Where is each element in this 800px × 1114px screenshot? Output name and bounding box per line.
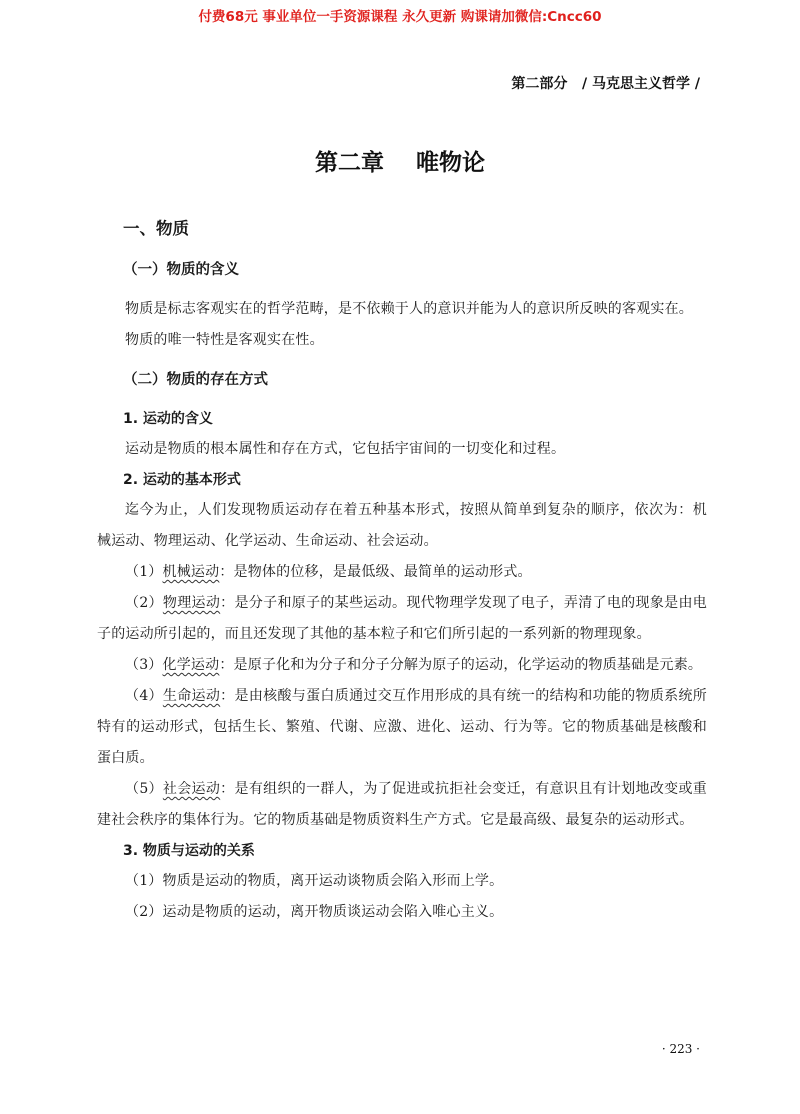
section-heading-matter: 一、物质 (123, 219, 189, 238)
motion-form-term: 机械运动 (162, 564, 220, 580)
page-number: · 223 · (661, 1042, 700, 1056)
item-heading-matter-motion-relation: 3. 物质与运动的关系 (123, 843, 255, 859)
subsection-heading-existence: （二）物质的存在方式 (123, 372, 268, 388)
motion-form-item (97, 650, 707, 681)
motion-form-term: 社会运动 (162, 781, 221, 797)
motion-form-number: （2） (125, 595, 163, 611)
subsection-heading-meaning: （一）物质的含义 (123, 262, 239, 278)
paragraph-matter-definition: 物质是标志客观实在的哲学范畴，是不依赖于人的意识并能为人的意识所反映的客观实在。 (125, 301, 693, 317)
motion-form-description: ：是有组织的一群人，为了促进或抗拒社会变迁，有意识且有计划地改变或重建社会秩序的集体行为。它的物质基础是物质资料生产方式。它是最高级、最复杂的运动形式。 (97, 781, 707, 828)
page-body (97, 212, 707, 928)
motion-form-description: ：是物体的位移，是最低级、最简单的运动形式。 (219, 564, 532, 580)
motion-form-description: ：是由核酸与蛋白质通过交互作用形成的具有统一的结构和功能的物质系统所特有的运动形式，包括生长、繁殖、代谢、应激、进化、运动、行为等。它的物质基础是核酸和蛋白质。 (97, 688, 707, 766)
motion-form-number: （5） (125, 781, 163, 797)
motion-form-number: （1） (125, 564, 163, 580)
paragraph-motion-forms-intro: 迄今为止，人们发现物质运动存在着五种基本形式，按照从简单到复杂的顺序，依次为：机械运动、物理运动、化学运动、生命运动、社会运动。 (97, 502, 707, 549)
motion-form-number: （4） (125, 688, 163, 704)
motion-form-description: ：是分子和原子的某些运动。现代物理学发现了电子，弄清了电的现象是由电子的运动所引起的，而且还发现了其他的基本粒子和它们所引起的一系列新的物理现象。 (97, 595, 707, 642)
motion-form-item (97, 557, 707, 588)
motion-form-item (97, 774, 707, 836)
item-heading-motion-forms: 2. 运动的基本形式 (123, 472, 241, 488)
relation-point: （2）运动是物质的运动，离开物质谈运动会陷入唯心主义。 (125, 904, 504, 920)
motion-form-term: 物理运动 (162, 595, 221, 611)
relation-point: （1）物质是运动的物质，离开运动谈物质会陷入形而上学。 (125, 873, 504, 889)
motion-form-term: 生命运动 (162, 688, 221, 704)
running-head: 第二部分 / 马克思主义哲学 / (511, 76, 700, 92)
motion-form-description: ：是原子化和为分子和分子分解为原子的运动，化学运动的物质基础是元素。 (219, 657, 703, 673)
paragraph-matter-property: 物质的唯一特性是客观实在性。 (125, 332, 324, 348)
paragraph-motion-meaning: 运动是物质的根本属性和存在方式，它包括宇宙间的一切变化和过程。 (125, 441, 566, 457)
motion-form-term: 化学运动 (162, 657, 220, 673)
motion-form-item (97, 588, 707, 650)
watermark-banner: 付费68元 事业单位一手资源课程 永久更新 购课请加微信:Cncc60 (198, 9, 602, 25)
chapter-title: 第二章 唯物论 (314, 150, 486, 176)
item-heading-motion-meaning: 1. 运动的含义 (123, 411, 213, 427)
motion-form-number: （3） (125, 657, 163, 673)
motion-form-item (97, 681, 707, 774)
